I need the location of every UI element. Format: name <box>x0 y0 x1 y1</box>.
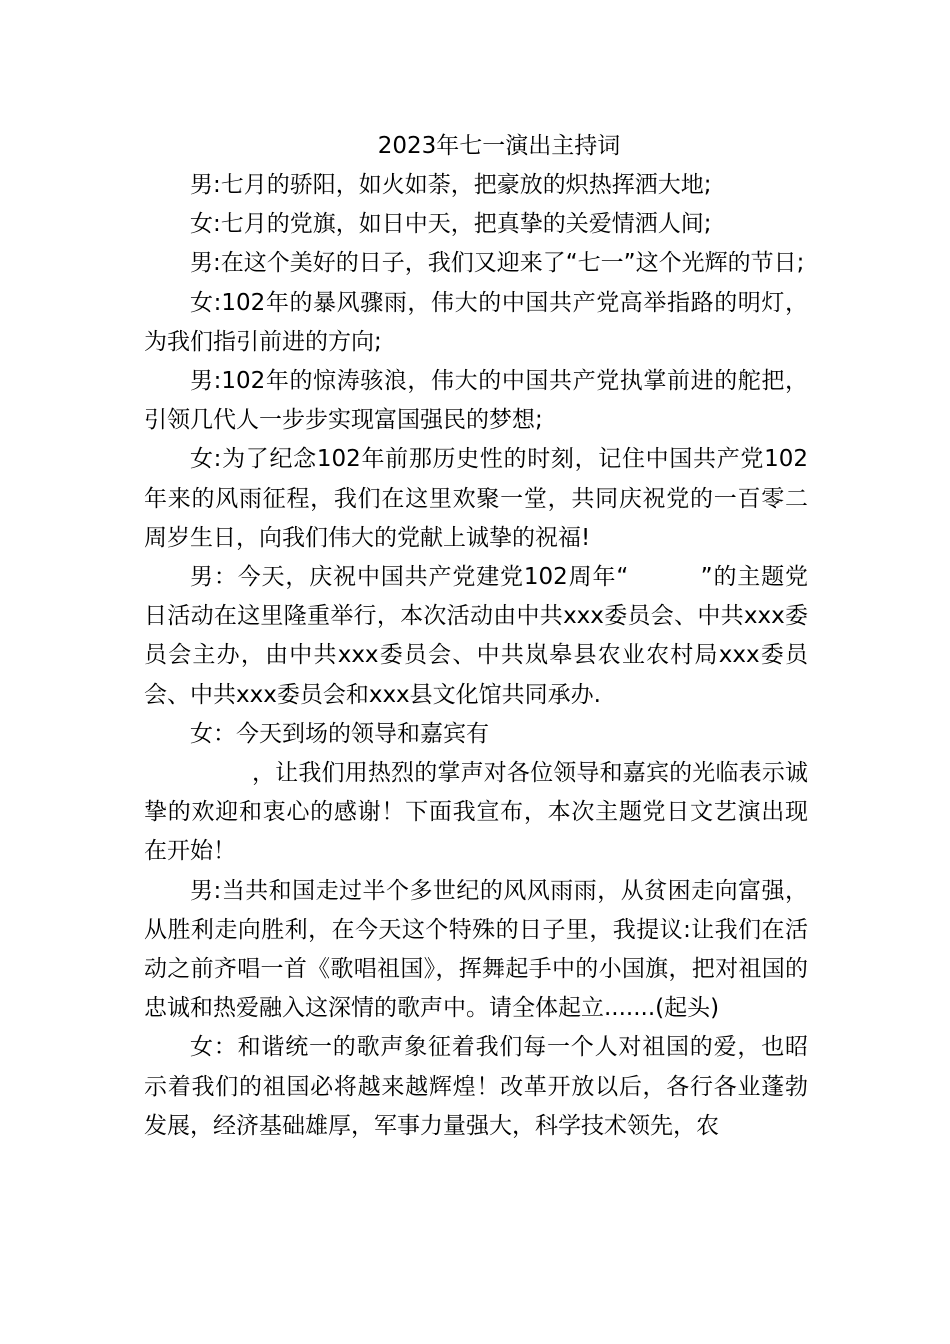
document-body <box>144 166 808 1146</box>
paragraph-10: 男:当共和国走过半个多世纪的风风雨雨，从贫困走向富强，从胜利走向胜利，在今天这个特殊的日子里，我提议:让我们在活动之前齐唱一首《歌唱祖国》，挥舞起手中的小国旗，把对祖国的忠诚和热爱融入这深情的歌声中。请全体起立.......(起头) <box>144 877 808 1022</box>
paragraph-7: 男：今天，庆祝中国共产党建党102周年“ ”的主题党日活动在这里隆重举行，本次活动由中共xxx委员会、中共xxx委员会主办，由中共xxx委员会、中共岚皋县农业农村局xxx委员会、中共xxx委员会和xxx县文化馆共同承办. <box>144 564 808 708</box>
paragraph-5: 男:102年的惊涛骇浪，伟大的中国共产党执掌前进的舵把，引领几代人一步步实现富国强民的梦想; <box>144 368 808 434</box>
paragraph-9: ，让我们用热烈的掌声对各位领导和嘉宾的光临表示诚挚的欢迎和衷心的感谢！下面我宣布，本次主题党日文艺演出现在开始！ <box>144 760 808 865</box>
paragraph-4: 女:102年的暴风骤雨，伟大的中国共产党高举指路的明灯，为我们指引前进的方向; <box>144 289 808 355</box>
paragraph-6: 女:为了纪念102年前那历史性的时刻，记住中国共产党102年来的风雨征程，我们在这里欢聚一堂，共同庆祝党的一百零二周岁生日，向我们伟大的党献上诚挚的祝福! <box>144 446 808 551</box>
paragraph-1: 男:七月的骄阳，如火如荼，把豪放的炽热挥洒大地; <box>190 172 712 198</box>
paragraph-3: 男:在这个美好的日子，我们又迎来了“七一”这个光辉的节日; <box>190 250 805 277</box>
paragraph-2: 女:七月的党旗，如日中天，把真挚的关爱情洒人间; <box>190 211 712 238</box>
paragraph-8: 女：今天到场的领导和嘉宾有 <box>190 720 489 747</box>
paragraph-11: 女：和谐统一的歌声象征着我们每一个人对祖国的爱，也昭示着我们的祖国必将越来越辉煌！改革开放以后，各行各业蓬勃发展，经济基础雄厚，军事力量强大，科学技术领先，农 <box>144 1034 808 1139</box>
document-title: 2023年七一演出主持词 <box>377 133 621 159</box>
